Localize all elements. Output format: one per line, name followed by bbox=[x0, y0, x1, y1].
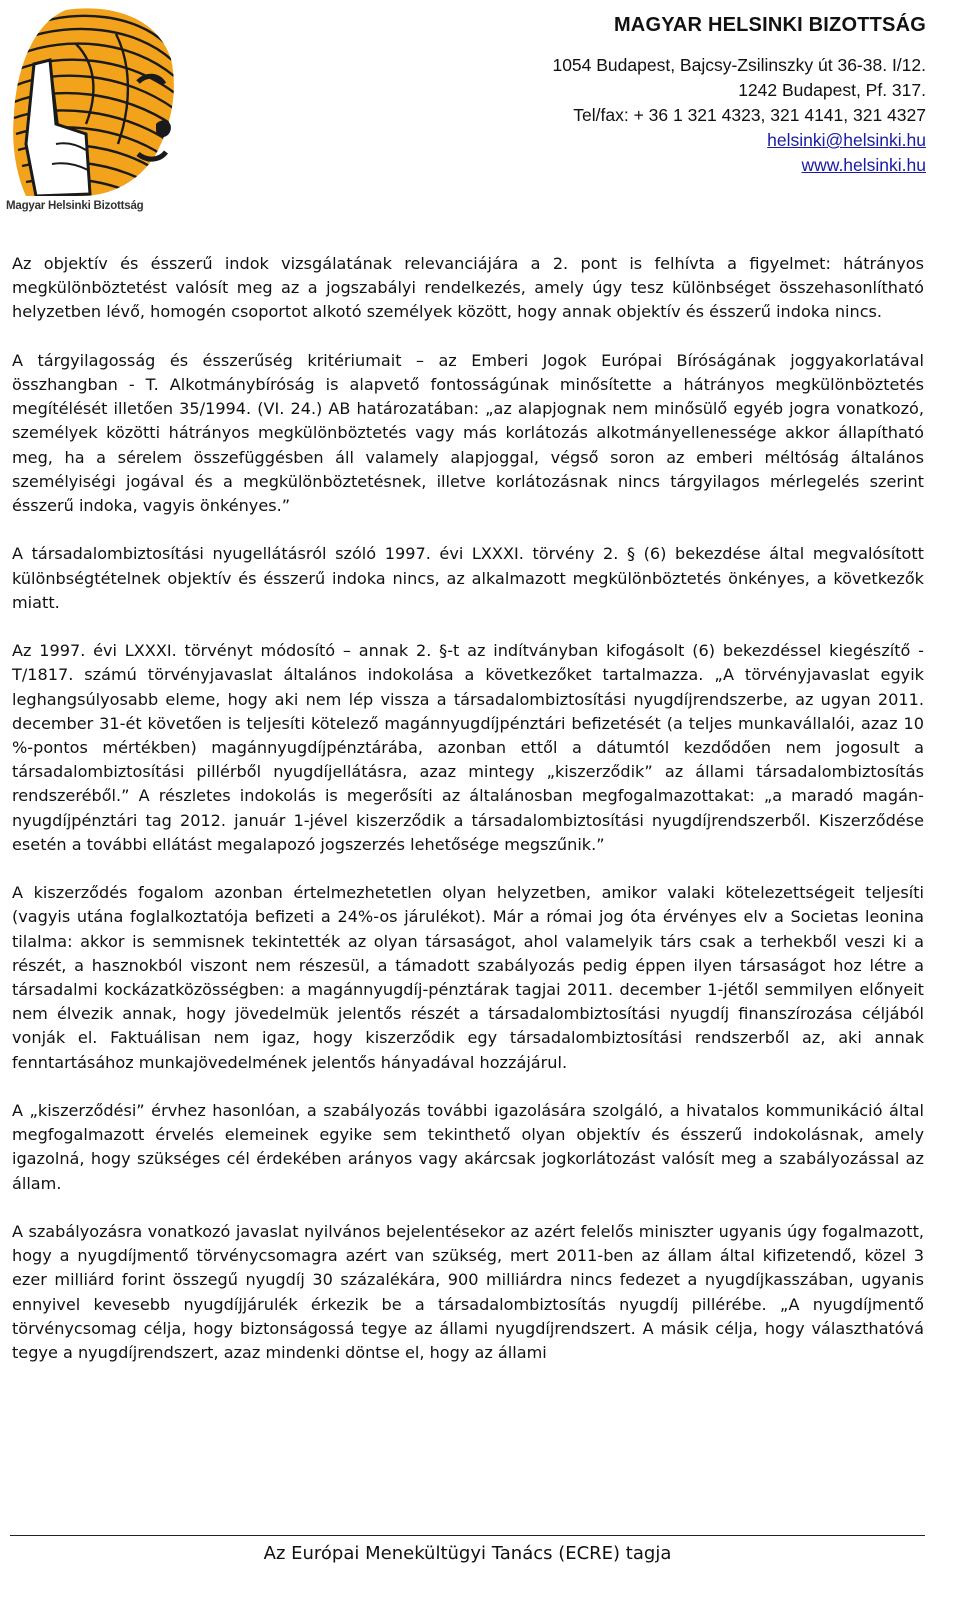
address-line-2: 1242 Budapest, Pf. 317. bbox=[738, 80, 926, 100]
paragraph: A tárgyilagosság és ésszerűség kritériumait – az Emberi Jogok Európai Bíróságának joggyakorlatával összhangban - T. Alkotmánybíróság is alapvető fontosságúnak minősítette a hátrányos megkülönböztetés megítélését illetően 35/1994. (VI. 24.) AB határozatában: „az alapjognak nem minősülő egyéb jogra vonatkozó, személyek közötti hátrányos megkülönböztetés vagy más korlátozás alkotmányellenessége akkor állapítható meg, ha a sérelem összefüggésben áll valamely alapjoggal, végső soron az emberi méltóság általános személyiségi jogával és a megkülönböztetésnek, illetve korlátozásnak nincs tárgyilagos mérlegelés szerint ésszerű indoka, vagyis önkényes.” bbox=[12, 350, 924, 516]
paragraph: A szabályozásra vonatkozó javaslat nyilvános bejelentésekor az azért felelős miniszter ugyanis úgy fogalmazott, hogy a nyugdíjmentő törvénycsomagra azért van szükség, mert 2011-ben az állam által kifizetendő, közel 3 ezer milliárd forint összegű nyugdíj 30 százalékára, 900 milliárdra nincs fedezet a nyugdíjkasszában, ugyanis ennyivel kevesebb nyugdíjjárulék érkezik be a társadalombiztosítás nyugdíj pillérébe. „A nyugdíjmentő törvénycsomag célja, hogy biztonságossá tegye az állami nyugdíjrendszert. A másik célja, hogy választhatóvá tegye a nyugdíjrendszert, azaz mindenki döntse el, hogy az állami bbox=[12, 1222, 924, 1363]
paragraph: Az 1997. évi LXXXI. törvényt módosító – annak 2. §-t az indítványban kifogásolt (6) bekezdéssel kiegészítő - T/1817. számú törvényjavaslat általános indokolása a következőket tartalmazza. „A törvényjavaslat egyik leghangsúlyosabb eleme, hogy aki nem lép vissza a társadalombiztosítási nyugdíjrendszerbe, az ugyan 2011. december 31-ét követően is teljesíti kötelező magánnyugdíjpénztári befizetését (a teljes munkavállalói, azaz 10 %-pontos mértékben) magánnyugdíjpénztárába, azonban ettől a dátumtól kezdődően nem jogosult a társadalombiztosítási pillérből nyugdíjellátásra, azaz mintegy „kiszerződik” az állami társadalombiztosítás rendszeréből.” A részletes indokolás is megerősíti az általánosban megfogalmazottakat: „a maradó magán-nyugdíjpénztári tag 2012. január 1-jével kiszerződik a társadalombiztosítási nyugdíjrendszerből. Kiszerződése esetén a további ellátást megalapozó jogszerzés lehetősége megszűnik.” bbox=[12, 641, 924, 854]
paragraph: A „kiszerződési” érvhez hasonlóan, a szabályozás további igazolására szolgáló, a hivatalos kommunikáció által megfogalmazott érvelés elemeinek egyike sem tekinthető olyan objektív és ésszerű indokolásnak, amely igazolná, hogy szükséges cél érdekében arányos vagy akárcsak jogkorlátozást valósít meg a szabályozással az állam. bbox=[12, 1101, 924, 1193]
organization-header bbox=[552, 14, 926, 178]
footer-text: Az Európai Menekültügyi Tanács (ECRE) tagja bbox=[263, 1543, 672, 1564]
document-body bbox=[12, 252, 924, 1389]
address-line-1: 1054 Budapest, Bajcsy-Zsilinszky út 36-38. I/12. bbox=[552, 55, 926, 75]
paragraph: A kiszerződés fogalom azonban értelmezhetetlen olyan helyzetben, amikor valaki kötelezettségeit teljesíti (vagyis utána foglalkoztatója befizeti a 24%-os járulékot). Már a római jog óta érvényes elv a Societas leonina tilalma: akkor is semmisnek tekintették az olyan társaságot, ahol valamelyik társ csak a terhekből veszi ki a részét, a hasznokból viszont nem részesül, a támadott szabályozás pedig éppen ilyen társaságot hoz létre a társadalmi kockázatközösségben: a magánnyugdíj-pénztárak tagjai 2011. december 1-jétől semmilyen előnyeit nem élvezik annak, hogy jövedelmük jelentős részét a társadalombiztosítási nyugdíj finanszírozása céljából vonják el. Faktuálisan nem igaz, hogy kiszerződik egy társadalombiztosítási rendszerből az, aki annak fenntartásához munkajövedelmének jelentős hányadával hozzájárul. bbox=[12, 883, 924, 1072]
phone-fax-line: Tel/fax: + 36 1 321 4323, 321 4141, 321 4327 bbox=[573, 105, 926, 125]
footer-divider bbox=[10, 1535, 925, 1536]
organization-logo bbox=[6, 4, 182, 218]
paragraph: Az objektív és ésszerű indok vizsgálatának relevanciájára a 2. pont is felhívta a figyelmet: hátrányos megkülönböztetést valósít meg az a jogszabályi rendelkezés, amely úgy tesz különbséget összehasonlítható helyzetben lévő, homogén csoportot alkotó személyek között, hogy annak objektív és ésszerű indoka nincs. bbox=[12, 254, 924, 322]
logo-caption: Magyar Helsinki Bizottság bbox=[6, 200, 144, 212]
email-link[interactable]: helsinki@helsinki.hu bbox=[767, 130, 926, 150]
raised-finger-face-logo-icon bbox=[6, 4, 182, 196]
organization-name: MAGYAR HELSINKI BIZOTTSÁG bbox=[613, 14, 926, 36]
website-link[interactable]: www.helsinki.hu bbox=[801, 155, 926, 175]
paragraph: A társadalombiztosítási nyugellátásról szóló 1997. évi LXXXI. törvény 2. § (6) bekezdése által megvalósított különbségtételnek objektív és ésszerű indoka nincs, az alkalmazott megkülönböztetés önkényes, a következők miatt. bbox=[12, 544, 924, 612]
